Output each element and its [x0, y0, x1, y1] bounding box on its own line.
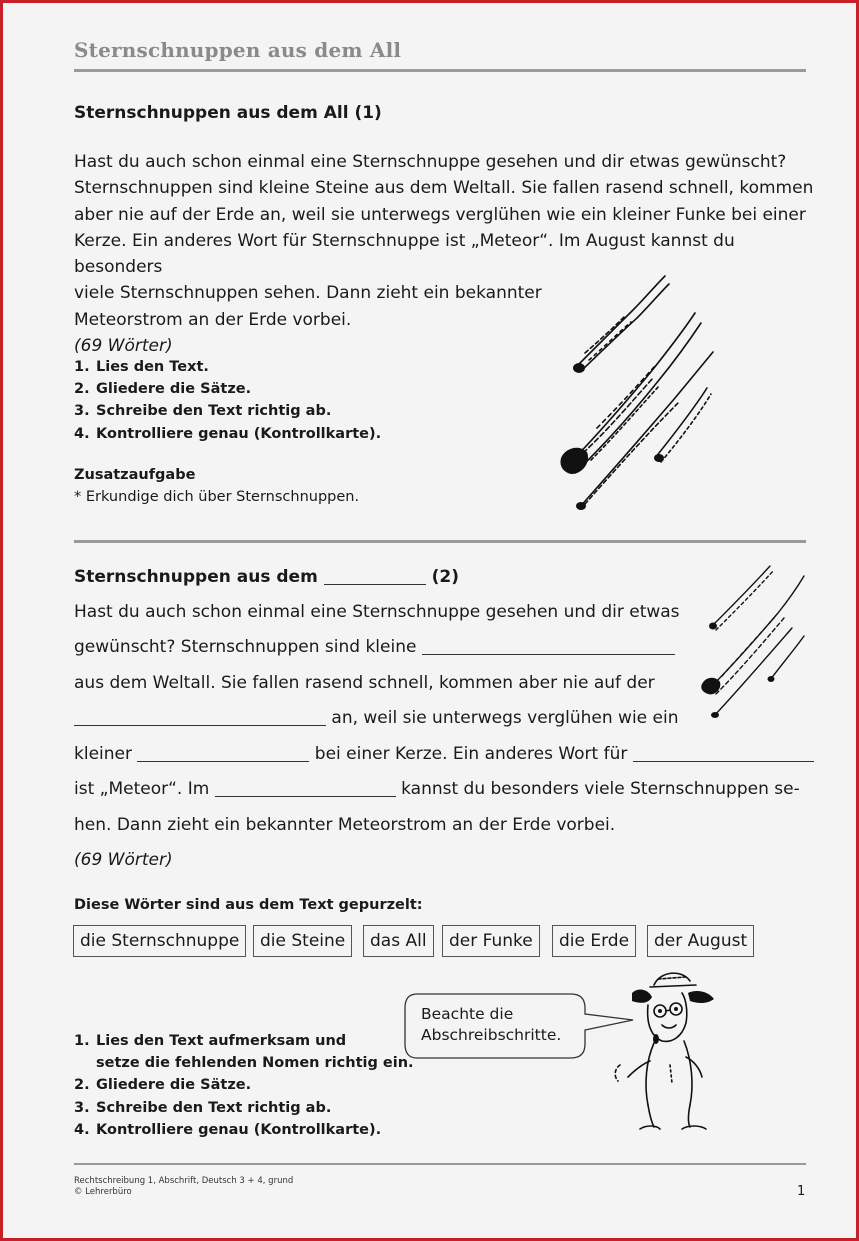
text-line: aber nie auf der Erde an, weil sie unterwegs verglühen wie ein kleiner Funke bei einer: [74, 204, 806, 225]
word-bank-item: die Erde: [552, 925, 636, 957]
header-divider: [74, 69, 806, 72]
blank-field[interactable]: [137, 744, 309, 762]
blank-field[interactable]: [422, 637, 675, 655]
task-item: 4. Kontrolliere genau (Kontrollkarte).: [74, 1121, 382, 1138]
meteors-illustration: [555, 268, 725, 513]
task-item: 3. Schreibe den Text richtig ab.: [74, 1099, 332, 1116]
cloze-line: aus dem Weltall. Sie fallen rasend schnell, kommen aber nie auf der: [74, 673, 655, 693]
cloze-line: Hast du auch schon einmal eine Sternschnuppe gesehen und dir etwas: [74, 602, 680, 622]
extra-task-heading: Zusatzaufgabe: [74, 467, 196, 483]
cloze-line: kleiner bei einer Kerze. Ein anderes Wort für: [74, 744, 814, 764]
blank-field[interactable]: [215, 779, 396, 797]
task-item: 1. Lies den Text.: [74, 359, 209, 375]
section-divider: [74, 540, 806, 543]
text-line: Sternschnuppen sind kleine Steine aus dem Weltall. Sie fallen rasend schnell, kommen: [74, 178, 814, 199]
footer-divider: [74, 1163, 806, 1165]
meteors-small-illustration: [700, 558, 808, 723]
word-bank-item: das All: [363, 925, 434, 957]
speech-bubble-text: Beachte die Abschreibschritte.: [421, 1005, 562, 1044]
blank-field[interactable]: [633, 744, 814, 762]
word-bank-heading: Diese Wörter sind aus dem Text gepurzelt:: [74, 897, 423, 913]
section2-task-list: [74, 1030, 414, 1141]
word-count: (69 Wörter): [74, 850, 173, 870]
blank-field[interactable]: [74, 708, 326, 726]
footer-source: Rechtschreibung 1, Abschrift, Deutsch 3 + 4, grund: [74, 1176, 294, 1186]
text-line: Kerze. Ein anderes Wort für Sternschnuppe ist „Meteor“. Im August kannst du besonders: [74, 230, 735, 278]
text-line: Hast du auch schon einmal eine Sternschnuppe gesehen und dir etwas gewünscht?: [74, 152, 787, 172]
extra-task-text: * Erkundige dich über Sternschnuppen.: [74, 489, 360, 505]
task-item: 1. Lies den Text aufmerksam und: [74, 1033, 347, 1049]
task-item: 2. Gliedere die Sätze.: [74, 1077, 252, 1094]
word-count: (69 Wörter): [74, 336, 173, 357]
footer-copyright: © Lehrerbüro: [74, 1187, 132, 1197]
cloze-line: hen. Dann zieht ein bekannter Meteorstrom an der Erde vorbei.: [74, 815, 616, 835]
heading-blank[interactable]: [324, 567, 426, 585]
section1-task-list: [74, 356, 381, 445]
word-bank-item: der Funke: [442, 925, 540, 957]
word-bank-item: die Steine: [253, 925, 352, 957]
text-line: viele Sternschnuppen sehen. Dann zieht ein bekannter: [74, 283, 542, 304]
task-item: 3. Schreibe den Text richtig ab.: [74, 403, 332, 420]
dog-detective-illustration: [610, 965, 728, 1140]
task-item-continuation: setze die fehlenden Nomen richtig ein.: [96, 1055, 414, 1072]
text-line: Meteorstrom an der Erde vorbei.: [74, 309, 352, 330]
section1-heading: Sternschnuppen aus dem All (1): [74, 103, 382, 123]
task-item: 4. Kontrolliere genau (Kontrollkarte).: [74, 425, 382, 442]
cloze-line: an, weil sie unterwegs verglühen wie ein: [74, 708, 679, 728]
footer-info: [74, 1176, 293, 1198]
section2-heading: Sternschnuppen aus dem (2): [74, 567, 460, 587]
page-header-title: Sternschnuppen aus dem All: [74, 38, 402, 62]
task-item: 2. Gliedere die Sätze.: [74, 381, 252, 398]
page-number: 1: [797, 1184, 806, 1199]
cloze-line: ist „Meteor“. Im kannst du besonders viele Sternschnuppen se-: [74, 779, 800, 799]
word-bank-item: die Sternschnuppe: [73, 925, 246, 957]
cloze-line: gewünscht? Sternschnuppen sind kleine: [74, 637, 675, 657]
word-bank-item: der August: [647, 925, 754, 957]
